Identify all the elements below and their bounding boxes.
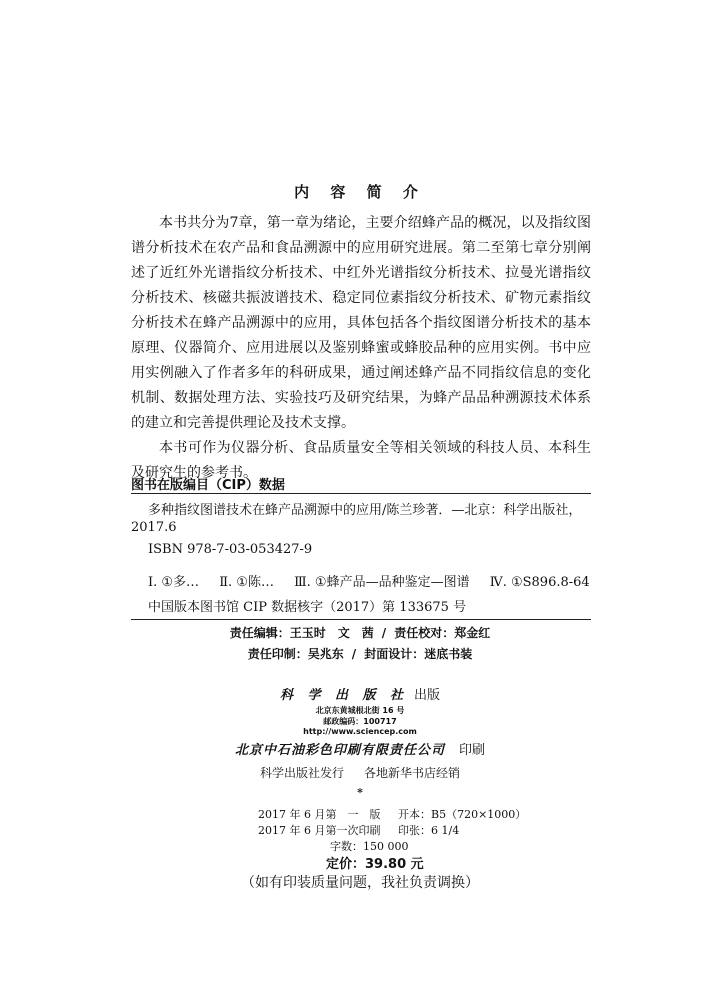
credits-line-1 [0, 624, 720, 641]
price: 定价：39.80 元 [326, 857, 424, 872]
publisher-role: 出版 [414, 688, 441, 703]
classification-item: Ⅰ. ①多… [148, 575, 200, 590]
credit-editors: 责任编辑：王玉时 文 茜 [229, 626, 374, 640]
cip-data-code: 中国版本图书馆 CIP 数据核字（2017）第 133675 号 [148, 600, 467, 615]
printer-line [0, 739, 720, 758]
printer-name: 北京中石油彩色印刷有限责任公司 [234, 743, 445, 758]
summary-paragraph-1: 本书共分为7章，第一章为绪论，主要介绍蜂产品的概况，以及指纹图谱分析技术在农产品和食品溯源中的应用研究进展。第二至第七章分别阐述了近红外光谱指纹分析技术、中红外光谱指纹分析技术、拉曼光谱指纹分析技术、核磁共振波谱技术、稳定同位素指纹分析技术、矿物元素指纹分析技术在蜂产品溯源中的应用，具体包括各个指纹图谱分析技术的基本原理、仪器简介、应用进展以及鉴别蜂蜜或蜂胶品种的应用实例。书中应用实例融入了作者多年的科研成果，通过阐述蜂产品不同指纹信息的变化机制、数据处理方法、实验技巧及研究结果，为蜂产品品种溯源技术体系的建立和完善提供理论及技术支撑。 [131, 215, 591, 431]
publisher-name: 科 学 出 版 社 [279, 688, 409, 703]
cip-isbn: ISBN 978-7-03-053427-9 [148, 542, 313, 557]
publisher-line [0, 684, 720, 703]
edition-info: 2017 年 6 月第 一 版 [258, 808, 381, 821]
page-title: 内 容 简 介 [294, 183, 426, 201]
printer-role: 印刷 [459, 743, 486, 758]
credit-proofreader: 责任校对：郑金红 [394, 626, 491, 640]
classification-item: Ⅳ. ①S896.8-64 [489, 575, 590, 590]
credit-separator: / [381, 626, 387, 640]
credit-print-manager: 责任印制：吴兆东 [247, 647, 344, 661]
cip-heading: 图书在版编目（CIP）数据 [131, 478, 285, 493]
quality-notice: （如有印装质量问题，我社负责调换） [241, 875, 479, 891]
cip-title-continuation: 2017.6 [131, 520, 177, 535]
classification-item: Ⅱ. ①陈… [219, 575, 274, 590]
publisher-address: 北京东黄城根北街 16 号 [315, 706, 405, 715]
classification-item: Ⅲ. ①蜂产品—品种鉴定—图谱 [294, 575, 470, 590]
retailer: 各地新华书店经销 [364, 766, 461, 780]
content-summary [131, 211, 591, 486]
word-count: 字数：150 000 [330, 840, 409, 853]
cip-title-line: 多种指纹图谱技术在蜂产品溯源中的应用/陈兰珍著．—北京：科学出版社， [148, 503, 582, 518]
distributor: 科学出版社发行 [259, 766, 344, 780]
cip-classification [148, 571, 606, 590]
sheets-info: 印张：6 1/4 [398, 824, 460, 837]
printing-info: 2017 年 6 月第一次印刷 [258, 824, 381, 837]
cip-bottom-rule [131, 619, 591, 620]
cip-top-rule [131, 493, 591, 494]
distribution-line [0, 764, 720, 781]
credit-cover-design: 封面设计：迷底书装 [364, 647, 473, 661]
summary-paragraph-2: 本书可作为仪器分析、食品质量安全等相关领域的科技人员、本科生及研究生的参考书。 [131, 440, 591, 481]
credits-line-2 [0, 645, 720, 662]
credit-separator: / [351, 647, 357, 661]
publisher-postcode: 邮政编码：100717 [323, 717, 397, 726]
separator-star: * [357, 786, 363, 799]
publisher-website: http://www.sciencep.com [303, 727, 417, 736]
format-info: 开本：B5（720×1000） [398, 808, 527, 821]
